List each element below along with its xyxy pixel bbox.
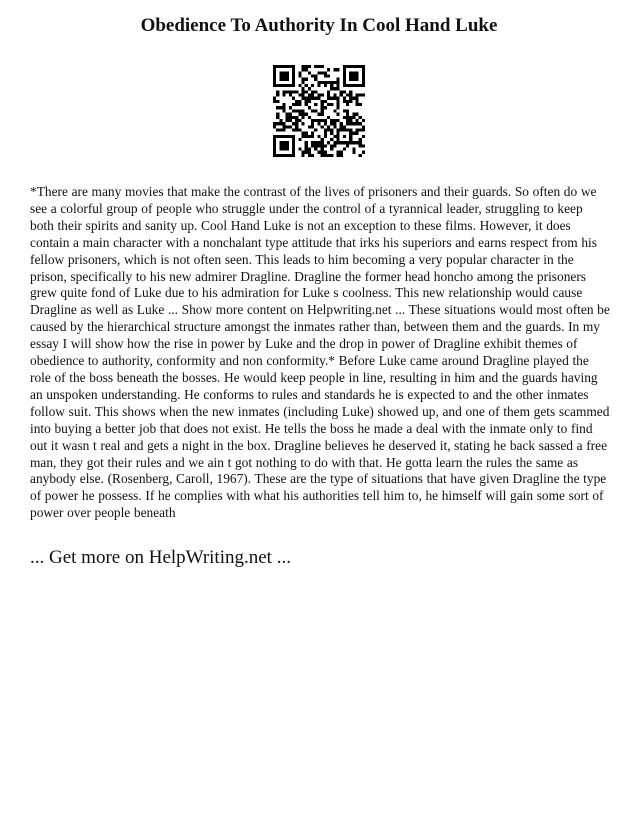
page-title: Obedience To Authority In Cool Hand Luke: [140, 15, 498, 36]
get-more-link[interactable]: ... Get more on HelpWriting.net ...: [30, 547, 291, 568]
qr-code-icon[interactable]: [273, 65, 365, 157]
essay-excerpt: *There are many movies that make the contrast of the lives of prisoners and their guards. So often do we see a colorful group of people who struggle under the control of a tyrannical leader, struggling to keep both their spirits and sanity up. Cool Hand Luke is not an exception to these films. However, it does contain a main character with a nonchalant type attitude that irks his superiors and earns respect from his fellow prisoners, which is not often seen. This leads to him becoming a very popular character in the prison, specifically to his new admirer Dragline. Dragline the former head honcho among the prisoners grew quite fond of Luke due to his admiration for Luke s coolness. This new relationship would cause Dragline as well as Luke ... Show more content on Helpwriting.net ... These situations would most often be caused by the hierarchical structure amongst the inmates rather than, between them and the guards. In my essay I will show how the rise in power by Luke and the drop in power of Dragline exhibit themes of obedience to authority, conformity and non conformity.* Before Luke came around Dragline played the role of the boss beneath the bosses. He would keep people in line, resulting in him and the guards having an unspoken understanding. He conforms to rules and standards he is expected to and the other inmates follow suit. This shows when the new inmates (including Luke) showed up, and one of them gets scammed into buying a better job that does not exist. He tells the boss he made a deal with the inmate only to find out it wasn t real and gets a night in the box. Dragline believes he deserved it, stating he back sassed a free man, they got their rules and we ain t got nothing to do with that. He gotta learn the rules the same as anybody else. (Rosenberg, Caroll, 1967). These are the type of situations that have given Dragline the type of power he possess. If he complies with what his authorities tell him to, he himself will gain some sort of power over people beneath: [30, 184, 610, 521]
